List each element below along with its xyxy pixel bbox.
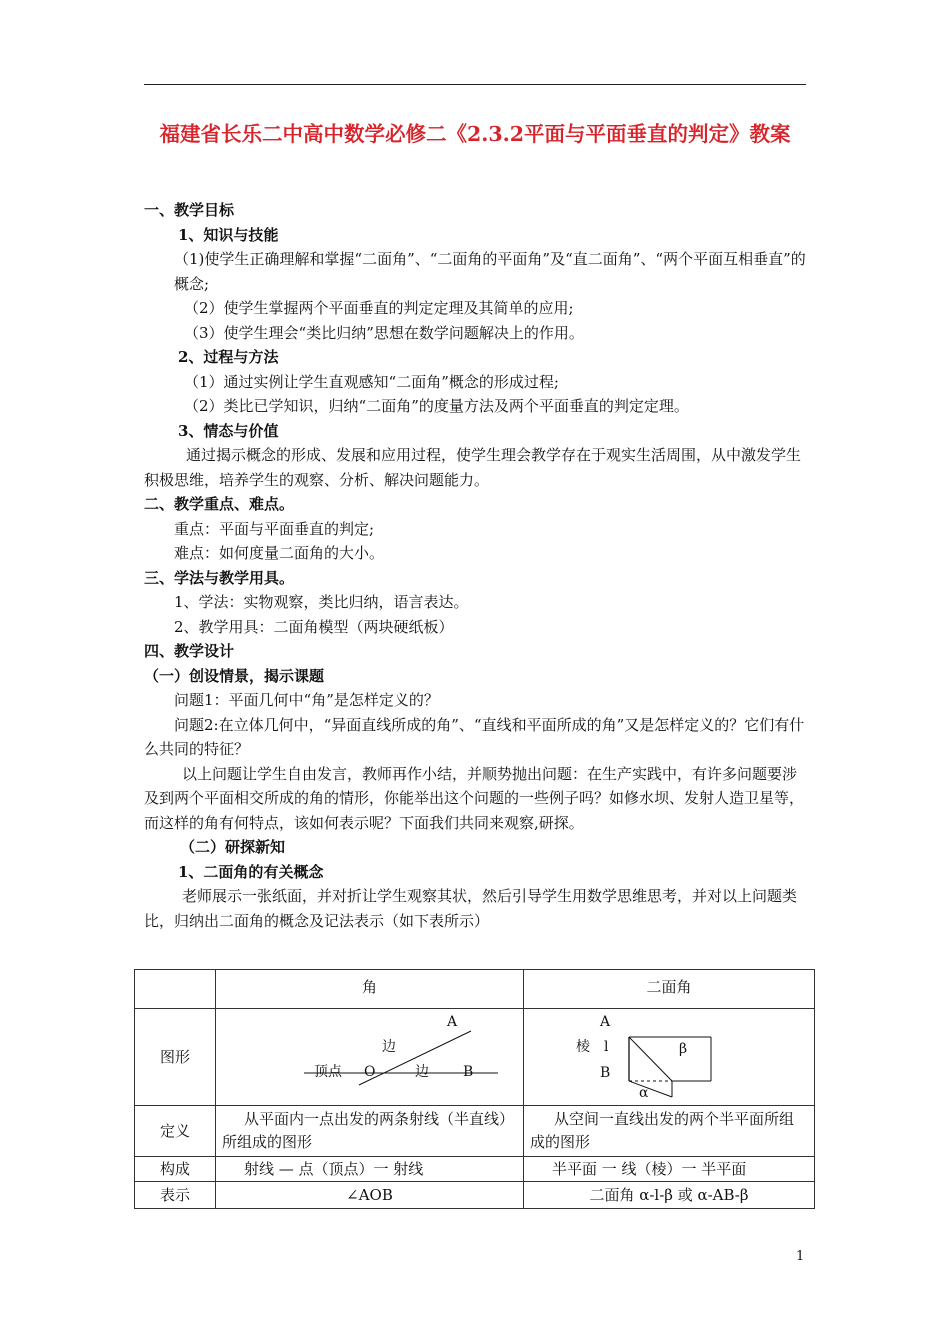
edge-l-label: l xyxy=(604,1039,609,1055)
heading-objectives: 一、教学目标 xyxy=(144,201,235,219)
plane-alpha-bottom xyxy=(629,1081,672,1097)
table-row-label: 定义 xyxy=(135,1106,216,1157)
subheading-scenario: （一）创设情景，揭示课题 xyxy=(144,666,325,685)
subheading-process: 2、过程与方法 xyxy=(178,348,279,366)
dihedral-figure-svg xyxy=(524,1009,836,1105)
tools-item: 2、教学用具：二面角模型（两块硬纸板） xyxy=(174,617,454,636)
objective-item: （1)使学生正确理解和掌握“二面角”、“二面角的平面角”及“直二面角”、“两个平面互相垂直”的概念; xyxy=(174,250,806,293)
objective-item: （1）通过实例让学生直观感知“二面角”概念的形成过程; xyxy=(184,372,559,391)
method-item: 1、学法：实物观察，类比归纳，语言表达。 xyxy=(174,593,469,611)
table-cell: 射线 — 点（顶点）一 射线 xyxy=(216,1157,524,1182)
table-cell: 半平面 一 线（棱）一 半平面 xyxy=(524,1157,815,1182)
table-row xyxy=(135,1182,815,1209)
table-header-dihedral: 二面角 xyxy=(524,970,815,1009)
question-1: 问题1：平面几何中“角”是怎样定义的？ xyxy=(174,691,439,709)
table-row xyxy=(135,1106,815,1157)
doc-body xyxy=(144,198,806,933)
discussion-paragraph: 以上问题让学生自由发言，教师再作小结，并顺势抛出问题：在生产实践中，有许多问题要涉及到两个平面相交所成的角的情形，你能举出这个问题的一些例子吗？如修水坝、发射人造卫星等，而这样的角有何特点，该如何表示呢？下面我们共同来观察,研探。 xyxy=(144,764,805,832)
subheading-dihedral-concept: 1、二面角的有关概念 xyxy=(178,862,324,881)
table-row xyxy=(135,1009,815,1106)
doc-title: 福建省长乐二中高中数学必修二《2.3.2平面与平面垂直的判定》教案 xyxy=(159,122,791,146)
plane-alpha-edge xyxy=(629,1037,672,1081)
table-cell: 二面角 α-l-β 或 α-AB-β xyxy=(524,1182,815,1209)
difficulty: 难点：如何度量二面角的大小。 xyxy=(174,544,385,562)
point-label-b: B xyxy=(463,1064,474,1080)
table-header-angle: 角 xyxy=(216,970,524,1009)
angle-figure xyxy=(216,1009,524,1106)
values-paragraph: 通过揭示概念的形成、发展和应用过程，使学生理会教学存在于观实生活周围，从中激发学生积极思维，培养学生的观察、分析、解决问题能力。 xyxy=(144,446,802,489)
table-cell: ∠AOB xyxy=(216,1182,524,1209)
objective-item: （2）类比已学知识，归纳“二面角”的度量方法及两个平面垂直的判定定理。 xyxy=(184,397,689,415)
subheading-explore: （二）研探新知 xyxy=(180,838,286,856)
objective-item: （3）使学生理会“类比归纳”思想在数学问题解决上的作用。 xyxy=(184,323,584,342)
heading-design: 四、教学设计 xyxy=(144,642,235,660)
table-cell xyxy=(135,970,216,1009)
heading-key-points: 二、教学重点、难点。 xyxy=(144,495,295,513)
heading-methods: 三、学法与教学用具。 xyxy=(144,568,295,587)
table-cell: 从平面内一点出发的两条射线（半直线）所组成的图形 xyxy=(216,1106,524,1157)
dihedral-figure xyxy=(524,1009,815,1106)
table-header-row xyxy=(135,970,815,1009)
table-cell: 从空间一直线出发的两个半平面所组成的图形 xyxy=(524,1106,815,1157)
side-label: 边 xyxy=(382,1039,396,1055)
plane-beta-label: β xyxy=(679,1041,688,1057)
angle-figure-svg xyxy=(216,1009,501,1105)
subheading-knowledge: 1、知识与技能 xyxy=(178,225,279,244)
comparison-table xyxy=(134,969,815,1209)
plane-alpha-label: α xyxy=(639,1085,649,1101)
objective-item: （2）使学生掌握两个平面垂直的判定定理及其简单的应用; xyxy=(184,299,574,317)
table-row xyxy=(135,1157,815,1182)
table-row-label: 表示 xyxy=(135,1182,216,1209)
question-2: 问题2:在立体几何中，“异面直线所成的角”、“直线和平面所成的角”又是怎样定义的？它们有什么共同的特征？ xyxy=(144,715,805,758)
vertex-label: 顶点 xyxy=(314,1064,342,1080)
point-label-a: A xyxy=(447,1014,458,1030)
side-label: 边 xyxy=(415,1064,429,1080)
subheading-values: 3、情态与价值 xyxy=(178,421,279,440)
page-number: 1 xyxy=(796,1249,805,1264)
point-label-o: O xyxy=(364,1064,376,1080)
demo-paragraph: 老师展示一张纸面，并对折让学生观察其状，然后引导学生用数学思维思考，并对以上问题类比，归纳出二面角的概念及记法表示（如下表所示） xyxy=(144,887,798,930)
key-point: 重点：平面与平面垂直的判定; xyxy=(174,519,375,538)
edge-name-label: 棱 xyxy=(576,1039,590,1055)
point-label-b: B xyxy=(600,1065,611,1081)
table-row-label: 图形 xyxy=(135,1009,216,1106)
header-rule xyxy=(144,84,806,85)
table-row-label: 构成 xyxy=(135,1157,216,1182)
point-label-a: A xyxy=(600,1014,611,1030)
